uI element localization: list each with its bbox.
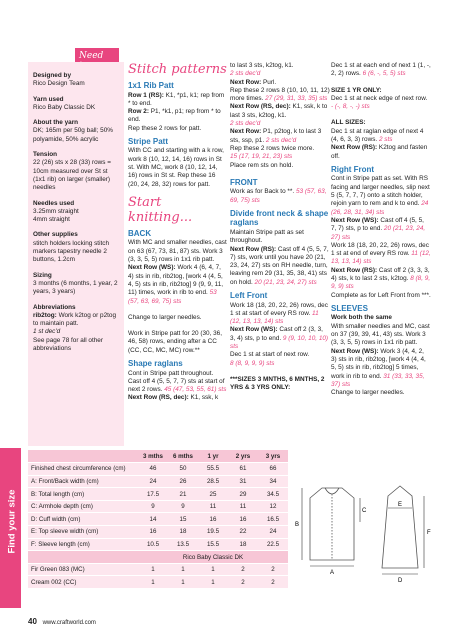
- left-front-heading: Left Front: [230, 291, 268, 301]
- front-text: Work as for Back to **. 53 (57, 63, 69, 75) sts: [230, 188, 327, 204]
- table-cell: 12: [258, 500, 288, 513]
- label-a: A: [330, 570, 335, 576]
- raglan-cont-5: Next Row: P1, p2tog, k to last 3 sts, ssp, p1. 2 sts dec'd: [230, 128, 322, 144]
- sizing-value: 3 months (6 months, 1 year, 2 years, 3 years): [33, 279, 118, 296]
- table-cell: 1: [168, 576, 198, 589]
- table-cell: 16: [138, 526, 168, 539]
- raglan-cont-6: Rep these 2 rows twice more. 15 (17, 19, 21, 23) sts: [230, 144, 315, 161]
- tension-block: [33, 151, 118, 192]
- table-cell: 10.5: [138, 538, 168, 551]
- table-row: [28, 513, 288, 526]
- table-cell: 11: [228, 500, 258, 513]
- abbreviations-block: [33, 304, 118, 354]
- rib-repeat: Rep these 2 rows for patt.: [128, 124, 202, 132]
- shape-raglans-heading: Shape raglans: [128, 359, 183, 369]
- row-label: B: Total length (cm): [28, 488, 138, 501]
- right-front-text-1: Cont in Stripe patt as set. With RS facing and larger needles, slip next 5 (5, 7, 7, 7) onto a stitch holder, rejoin yarn to rem and k to end. 24 (26, 28, 31, 34) sts: [331, 175, 430, 216]
- tension-heading: Tension: [33, 151, 58, 159]
- right-front-heading: Right Front: [331, 164, 375, 174]
- table-cell: 9: [138, 500, 168, 513]
- empty-cell: [28, 551, 138, 564]
- right-front-text-5: Complete as for Left Front from ***.: [331, 291, 431, 299]
- garment-diagram: [292, 478, 442, 606]
- all-sizes-heading: ALL SIZES:: [331, 119, 366, 127]
- label-d: D: [398, 578, 403, 584]
- sleeves-heading: SLEEVES: [331, 303, 368, 313]
- all-sizes-text-1: Dec 1 st at raglan edge of next 4 (4, 6, 3, 3) rows. 2 sts: [331, 127, 424, 144]
- table-cell: 31: [228, 475, 258, 488]
- page-footer: [28, 617, 96, 626]
- label-f: F: [427, 530, 431, 536]
- sleeve-diagram: [382, 486, 418, 568]
- table-cell: 1: [138, 576, 168, 589]
- table-cell: 29: [228, 488, 258, 501]
- yarn-header: Rico Baby Classic DK: [138, 551, 288, 564]
- yarn-row: [28, 576, 288, 589]
- table-cell: 9: [168, 500, 198, 513]
- table-cell: 1: [198, 576, 228, 589]
- row-label: D: Cuff width (cm): [28, 513, 138, 526]
- table-cell: 26: [168, 475, 198, 488]
- about-block: [33, 119, 118, 144]
- page-number: 40: [28, 617, 37, 626]
- table-row: [28, 500, 288, 513]
- table-row: [28, 526, 288, 539]
- table-cell: 66: [258, 463, 288, 476]
- raglan-cont-3: Rep these 2 rows 8 (10, 10, 11, 12) more times. 27 (29, 31, 33, 35) sts: [230, 86, 330, 103]
- sizing-heading: Sizing: [33, 271, 52, 279]
- about-value: DK; 165m per 50g ball; 50% polyamide, 50% acrylic: [33, 127, 113, 143]
- table-cell: 34: [258, 475, 288, 488]
- sleeves-subheading: Work both the same: [331, 314, 392, 322]
- stitch-patterns-title: Stitch patterns: [128, 62, 227, 77]
- start-knitting-title: Start knitting...: [128, 194, 193, 225]
- row-label: [28, 450, 138, 463]
- table-header-row: [28, 450, 288, 463]
- table-cell: 28.5: [198, 475, 228, 488]
- table-cell: 19.5: [198, 526, 228, 539]
- table-cell: 24: [258, 526, 288, 539]
- need-to-know-tag: Need: [75, 48, 119, 78]
- left-front-text-4: ***SIZES 3 MNTHS, 6 MNTHS, 2 YRS & 3 YRS ONLY:: [230, 375, 325, 392]
- table-cell: 2: [258, 563, 288, 576]
- label-b: B: [295, 522, 300, 528]
- stripe-patt-text: With CC and starting with a k row, work 8 (10, 12, 14, 16) rows in St st. With MC, work 8 (10, 12, 14, 16) rows in St st. Rep these 16 (20, 24, 28, 32) rows for patt.: [128, 147, 224, 188]
- row-label: C: Armhole depth (cm): [28, 500, 138, 513]
- yarn-header-row: [28, 551, 288, 564]
- sizes-text-1: Dec 1 st at each end of next 1 (1, -, 2, 2) rows. 6 (6, -, 5, 5) sts: [331, 62, 431, 78]
- yarn-heading: Yarn used: [33, 95, 64, 103]
- abbreviation-rib2tog: rib2tog: Work k2tog or p2tog to maintain patt.: [33, 311, 117, 328]
- raglan-cont-7: Place rem sts on hold.: [230, 161, 294, 169]
- abbreviation-dec: 1 st dec'd: [33, 328, 61, 336]
- designer-heading: Designed by: [33, 72, 71, 79]
- stripe-patt-heading: Stripe Patt: [128, 136, 169, 146]
- table-row: [28, 488, 288, 501]
- table-cell: 46: [138, 463, 168, 476]
- supplies-value: stitch holders locking stitch markers tapestry needle 2 buttons, 1.2cm: [33, 239, 110, 264]
- sleeves-text-3: Change to larger needles.: [331, 389, 405, 397]
- raglan-cont-4: Next Row (RS, dec): K1, ssk, k to last 3 sts, k2tog, k1. 2 sts dec'd: [230, 103, 328, 128]
- table-cell: 55.5: [198, 463, 228, 476]
- divide-front-heading: Divide front neck & shape raglans: [230, 208, 329, 228]
- table-cell: 25: [198, 488, 228, 501]
- needles-heading: Needles used: [33, 199, 75, 207]
- table-cell: 3 mths: [138, 450, 168, 463]
- info-sidebar: [28, 62, 124, 446]
- row-label: E: Top sleeve width (cm): [28, 526, 138, 539]
- size-1yr-heading: SIZE 1 YR ONLY:: [331, 86, 382, 94]
- table-row: [28, 463, 288, 476]
- right-front-text-4: Next Row (RS): Cast off 2 (3, 3, 3, 4) sts, k to last 2 sts, k2tog. 8 (8, 9, 9, 9) sts: [331, 266, 431, 291]
- table-cell: 16: [198, 513, 228, 526]
- rib-patt-heading: 1x1 Rib Patt: [128, 81, 174, 90]
- size-table: [28, 450, 288, 589]
- needles-block: [33, 200, 118, 225]
- row-label: A: Front/Back width (cm): [28, 475, 138, 488]
- table-cell: 14: [138, 513, 168, 526]
- body-diagram: [310, 488, 354, 560]
- table-row: [28, 475, 288, 488]
- needles-value: 3.25mm straight 4mm straight: [33, 207, 79, 224]
- table-cell: 1: [198, 563, 228, 576]
- label-e: E: [398, 502, 403, 508]
- find-your-size-label: Find your size: [0, 448, 21, 608]
- back-text-3: Change to larger needles.: [128, 313, 202, 321]
- back-heading: BACK: [128, 228, 152, 238]
- pattern-column-1: [128, 62, 228, 403]
- sleeves-text-1: With smaller needles and MC, cast on 37 (39, 39, 41, 43) sts. Work 3 (3, 3, 5, 5) rows in 1x1 rib patt.: [331, 322, 430, 347]
- front-heading: FRONT: [230, 177, 258, 187]
- table-cell: 6 mths: [168, 450, 198, 463]
- table-cell: 22: [228, 526, 258, 539]
- table-cell: 15.5: [198, 538, 228, 551]
- table-cell: 1 yr: [198, 450, 228, 463]
- left-front-text-2: Next Row (WS): Cast off 2 (3, 3, 3, 4) sts, p to end. 9 (9, 10, 10, 10) sts: [230, 326, 329, 351]
- designer-block: [33, 72, 118, 89]
- row-label: Cream 002 (CC): [28, 576, 138, 589]
- table-cell: 2: [258, 576, 288, 589]
- table-row: [28, 538, 288, 551]
- abbreviation-see-page: See page 78 for all other abbreviations: [33, 336, 103, 353]
- row-label: Finished chest circumference (cm): [28, 463, 138, 476]
- rib-row-2: Row 2: P1, *k1, p1; rep from * to end.: [128, 108, 221, 124]
- rib-row-1: Row 1 (RS): K1, *p1, k1; rep from * to end.: [128, 91, 225, 107]
- table-cell: 17.5: [138, 488, 168, 501]
- table-cell: 11: [198, 500, 228, 513]
- table-cell: 13.5: [168, 538, 198, 551]
- all-sizes-text-2: Next Row (RS): K2tog and fasten off.: [331, 144, 428, 160]
- yarn-block: [33, 96, 118, 113]
- supplies-heading: Other supplies: [33, 231, 78, 239]
- raglan-cont-2: Next Row: Purl.: [230, 78, 277, 86]
- sizing-block: [33, 272, 118, 297]
- row-label: F: Sleeve length (cm): [28, 538, 138, 551]
- row-label: Fir Green 083 (MC): [28, 563, 138, 576]
- pattern-column-3: [331, 62, 431, 397]
- shape-raglans-text-1: Cont in Stripe patt throughout. Cast off 4 (5, 5, 7, 7) sts at start of next 2 rows. 45 (47, 53, 55, 61) sts: [128, 369, 227, 394]
- table-cell: 15: [168, 513, 198, 526]
- table-cell: 1: [138, 563, 168, 576]
- right-front-text-3: Work 18 (18, 20, 22, 26) rows, dec 1 st at end of every RS row. 11 (12, 13, 13, 14) sts: [331, 241, 431, 266]
- table-cell: 18: [168, 526, 198, 539]
- table-cell: 2: [228, 576, 258, 589]
- size-1yr-text: Dec 1 st at neck edge of next row. - (-, 8, -, -) sts: [331, 94, 428, 111]
- tension-value: 22 (26) sts x 28 (33) rows = 10cm measured over St st (1x1 rib) on larger (smaller) needles: [33, 159, 111, 192]
- yarn-value: Rico Baby Classic DK: [33, 103, 96, 111]
- designer-value: Rico Design Team: [33, 80, 85, 88]
- back-text-4: Work in Stripe patt for 20 (30, 36, 46, 58) rows, ending after a CC (CC, CC, MC, MC) row.**: [128, 330, 223, 354]
- abbreviations-heading: Abbreviations: [33, 303, 76, 311]
- right-front-text-2: Next Row (WS): Cast off 4 (5, 5, 7, 7) sts, p to end. 20 (21, 23, 24, 27) sts: [331, 216, 426, 241]
- table-cell: 18: [228, 538, 258, 551]
- pattern-column-2: [230, 62, 330, 393]
- label-c: C: [362, 508, 367, 514]
- table-cell: 22.5: [258, 538, 288, 551]
- divide-text-1: Maintain Stripe patt as set throughout.: [230, 228, 304, 245]
- table-cell: 50: [168, 463, 198, 476]
- yarn-row: [28, 563, 288, 576]
- sleeves-text-2: Next Row (WS): Work 3 (4, 4, 2, 3) sts in rib, rib2tog, [work 4 (4, 4, 5, 5) sts in rib, rib2tog] 5 times, work in rib to end. 31 (33, 33, 35, 37) sts: [331, 347, 426, 388]
- table-cell: 16: [228, 513, 258, 526]
- raglan-cont-1: to last 3 sts, k2tog, k1. 2 sts dec'd: [230, 62, 294, 78]
- back-text-2: Next Row (WS): Work 4 (6, 4, 7, 4) sts in rib, rib2tog, [work 4 (4, 5, 4, 5) sts in rib, rib2tog] 9 (9, 9, 11, 11) times, work in rib to end. 53 (57, 63, 69, 75) sts: [128, 264, 224, 305]
- table-cell: 34.5: [258, 488, 288, 501]
- table-cell: 1: [168, 563, 198, 576]
- table-cell: 2: [228, 563, 258, 576]
- footer-url: www.craftworld.com: [42, 620, 96, 626]
- about-heading: About the yarn: [33, 119, 79, 127]
- left-front-text-3: Dec 1 st at start of next row. 8 (8, 9, 9, 9) sts: [230, 351, 310, 367]
- divide-text-2: Next Row (RS): Cast off 4 (5, 5, 7, 7) sts, work until you have 20 (21, 23, 24, 27) sts on RH needle, turn, leaving rem 29 (31, 35, 38, 41) sts on hold. 20 (21, 23, 24, 27) sts: [230, 245, 329, 286]
- left-front-text-1: Work 18 (18, 20, 22, 26) rows, dec 1 st at start of every RS row. 11 (12, 13, 13, 14) sts: [230, 301, 328, 326]
- table-cell: 61: [228, 463, 258, 476]
- supplies-block: [33, 231, 118, 264]
- back-text-1: With MC and smaller needles, cast on 63 (67, 73, 81, 87) sts. Work 3 (3, 3, 5, 5) rows in 1x1 rib patt.: [128, 239, 227, 264]
- shape-raglans-text-2: Next Row (RS, dec): K1, ssk, k: [128, 394, 219, 402]
- table-cell: 2 yrs: [228, 450, 258, 463]
- table-cell: 16.5: [258, 513, 288, 526]
- table-cell: 24: [138, 475, 168, 488]
- table-cell: 3 yrs: [258, 450, 288, 463]
- table-cell: 21: [168, 488, 198, 501]
